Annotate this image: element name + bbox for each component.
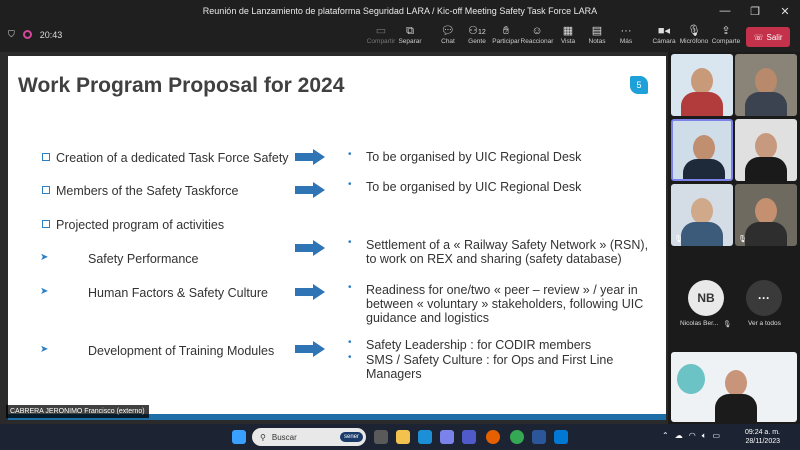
person-head xyxy=(725,370,747,396)
notes-icon: ▤ xyxy=(591,25,603,37)
right-arrow-icon xyxy=(295,149,325,165)
mic-off-icon: 🎙︎ xyxy=(723,321,732,328)
person-body xyxy=(715,394,757,422)
share-button[interactable]: ⇪ Comparte xyxy=(711,25,741,45)
separate-button[interactable]: ⧉ Separar xyxy=(398,25,422,45)
participant-video-tile[interactable] xyxy=(671,54,733,116)
file-explorer-icon[interactable] xyxy=(396,430,410,444)
right-item: SMS / Safety Culture : for Ops and First Line Managers xyxy=(366,353,614,381)
left-item: Creation of a dedicated Task Force Safety xyxy=(42,151,289,165)
onedrive-icon[interactable]: ☁ xyxy=(674,431,683,440)
backdrop-graphic xyxy=(677,364,705,394)
participant-video-tile[interactable] xyxy=(671,184,733,246)
participant-name: Nicolas Ber... xyxy=(680,320,719,327)
person-body xyxy=(683,159,725,181)
right-arrow-icon xyxy=(295,284,325,300)
camera-icon: ■◂ xyxy=(657,25,671,37)
left-item: Members of the Safety Taskforce xyxy=(42,184,239,198)
clock-time: 09:24 a. m. xyxy=(744,429,780,436)
left-subitem: Safety Performance xyxy=(88,252,199,266)
shared-content-stage xyxy=(0,52,668,424)
taskbar-search[interactable]: ⚲ Buscar sener xyxy=(252,428,366,446)
people-button[interactable]: ⚇12 Gente xyxy=(468,25,486,45)
reactions-button[interactable]: ☺ Reaccionar xyxy=(520,25,554,45)
teams-meeting-icon[interactable] xyxy=(462,430,476,444)
participant-video-tile-active[interactable] xyxy=(671,119,733,181)
share-screen-icon: ▭ xyxy=(375,25,387,37)
phone-icon: ☏ xyxy=(753,32,764,42)
grid-icon: ▦ xyxy=(562,25,574,37)
outlook-icon[interactable] xyxy=(554,430,568,444)
taskbar-clock[interactable] xyxy=(745,428,780,446)
person-body xyxy=(681,222,723,246)
dot-bullet-icon: • xyxy=(348,337,352,348)
right-item: Settlement of a « Railway Safety Network » (RSN), to work on REX and sharing (safety database) xyxy=(366,238,649,266)
meeting-toolbar xyxy=(0,22,800,52)
person-head xyxy=(691,68,713,94)
chevron-bullet-icon: ➤ xyxy=(40,252,49,263)
dot-bullet-icon: • xyxy=(348,282,352,293)
speaker-icon[interactable]: 🔈︎ xyxy=(701,431,707,440)
chat-button[interactable]: 💬︎ Chat xyxy=(441,25,455,45)
participant-video-tile[interactable] xyxy=(735,119,797,181)
close-window-button[interactable]: ✕ xyxy=(780,5,790,18)
window-titlebar xyxy=(0,0,800,22)
mic-off-icon: 🎙︎ xyxy=(738,236,747,243)
person-body xyxy=(745,92,787,116)
presentation-slide xyxy=(8,56,666,420)
person-head xyxy=(755,68,777,94)
smiley-icon: ☺ xyxy=(531,25,543,37)
presenter-name-label: CABRERA JERONIMO Francisco (externo) xyxy=(6,405,149,418)
person-head xyxy=(691,198,713,224)
participant-avatar[interactable]: NB xyxy=(688,280,724,316)
share-disabled-button[interactable]: ▭ Compartir xyxy=(366,25,396,45)
dot-bullet-icon: • xyxy=(348,149,352,160)
person-head xyxy=(755,198,777,224)
window-title: Reunión de Lanzamiento de plataforma Seguridad LARA / Kic-off Meeting Safety Task Force LARA xyxy=(202,6,598,16)
window-controls xyxy=(710,0,800,22)
right-item: Safety Leadership : for CODIR members xyxy=(366,338,592,352)
system-tray xyxy=(662,431,720,441)
participant-video-tile[interactable] xyxy=(735,54,797,116)
dot-bullet-icon: • xyxy=(348,237,352,248)
chevron-bullet-icon: ➤ xyxy=(40,286,49,297)
search-icon: ⚲ xyxy=(260,432,266,442)
see-all-button[interactable]: ··· xyxy=(746,280,782,316)
microphone-icon: 🎙︎ xyxy=(687,25,701,37)
search-badge: sener xyxy=(340,432,363,442)
recording-icon xyxy=(23,30,32,39)
firefox-icon[interactable] xyxy=(486,430,500,444)
edge-icon[interactable] xyxy=(418,430,432,444)
right-arrow-icon xyxy=(295,182,325,198)
chrome-icon[interactable] xyxy=(510,430,524,444)
shield-icon: ⛉ xyxy=(8,29,15,39)
hand-icon: ✋︎ xyxy=(502,25,510,37)
left-item: Projected program of activities xyxy=(42,218,224,232)
square-bullet-icon xyxy=(42,186,50,194)
windows-start-icon[interactable] xyxy=(232,430,246,444)
dot-bullet-icon: • xyxy=(348,352,352,363)
person-body xyxy=(681,92,723,116)
microphone-button[interactable]: 🎙︎ Micrófono xyxy=(679,25,709,45)
minimize-button[interactable]: — xyxy=(719,5,731,17)
self-video-tile[interactable] xyxy=(671,352,797,422)
mic-off-icon: 🎙︎ xyxy=(674,236,683,243)
teams-icon[interactable] xyxy=(440,430,454,444)
left-subitem: Development of Training Modules xyxy=(88,344,275,358)
clock-date: 28/11/2023 xyxy=(745,438,780,445)
participant-gallery xyxy=(668,52,800,424)
participant-video-tile[interactable] xyxy=(735,184,797,246)
view-button[interactable]: ▦ Vista xyxy=(560,25,576,45)
right-arrow-icon xyxy=(295,341,325,357)
person-head xyxy=(755,133,777,159)
raise-hand-button[interactable]: ✋︎ Participar xyxy=(492,25,520,45)
camera-button[interactable]: ■◂ Cámara xyxy=(652,25,676,45)
slide-title: Work Program Proposal for 2024 xyxy=(18,74,345,97)
popout-icon: ⧉ xyxy=(406,25,414,37)
chevron-up-icon[interactable]: ⌃ xyxy=(662,431,669,440)
windows-taskbar xyxy=(0,424,800,450)
right-arrow-icon xyxy=(295,240,325,256)
slide-number: 5 xyxy=(630,76,648,94)
dot-bullet-icon: • xyxy=(348,179,352,190)
square-bullet-icon xyxy=(42,220,50,228)
battery-icon[interactable]: ▭ xyxy=(712,431,721,440)
more-button[interactable]: ··· Más xyxy=(619,25,633,45)
chat-icon: 💬︎ xyxy=(441,25,455,37)
task-view-icon[interactable] xyxy=(374,430,388,444)
left-subitem: Human Factors & Safety Culture xyxy=(88,286,268,300)
person-body xyxy=(745,222,787,246)
chevron-bullet-icon: ➤ xyxy=(40,344,49,355)
person-head xyxy=(693,135,715,161)
right-item: To be organised by UIC Regional Desk xyxy=(366,180,582,194)
people-icon: ⚇12 xyxy=(468,25,486,37)
notes-button[interactable]: ▤ Notas xyxy=(588,25,606,45)
meeting-timer: 20:43 xyxy=(39,29,63,40)
see-all-label: Ver a todos xyxy=(748,320,781,327)
maximize-button[interactable]: ❐ xyxy=(750,5,760,18)
word-icon[interactable] xyxy=(532,430,546,444)
leave-button[interactable]: ☏ Salir xyxy=(746,27,790,47)
meeting-status xyxy=(8,29,62,40)
more-icon: ··· xyxy=(620,25,632,37)
right-item: To be organised by UIC Regional Desk xyxy=(366,150,582,164)
right-item: Readiness for one/two « peer – review » / year in between « voluntary » stakeholders, following UIC guidance and logistics xyxy=(366,283,644,325)
person-body xyxy=(745,157,787,181)
square-bullet-icon xyxy=(42,153,50,161)
wifi-icon[interactable]: ◠ xyxy=(688,431,696,440)
share-up-icon: ⇪ xyxy=(721,25,731,37)
